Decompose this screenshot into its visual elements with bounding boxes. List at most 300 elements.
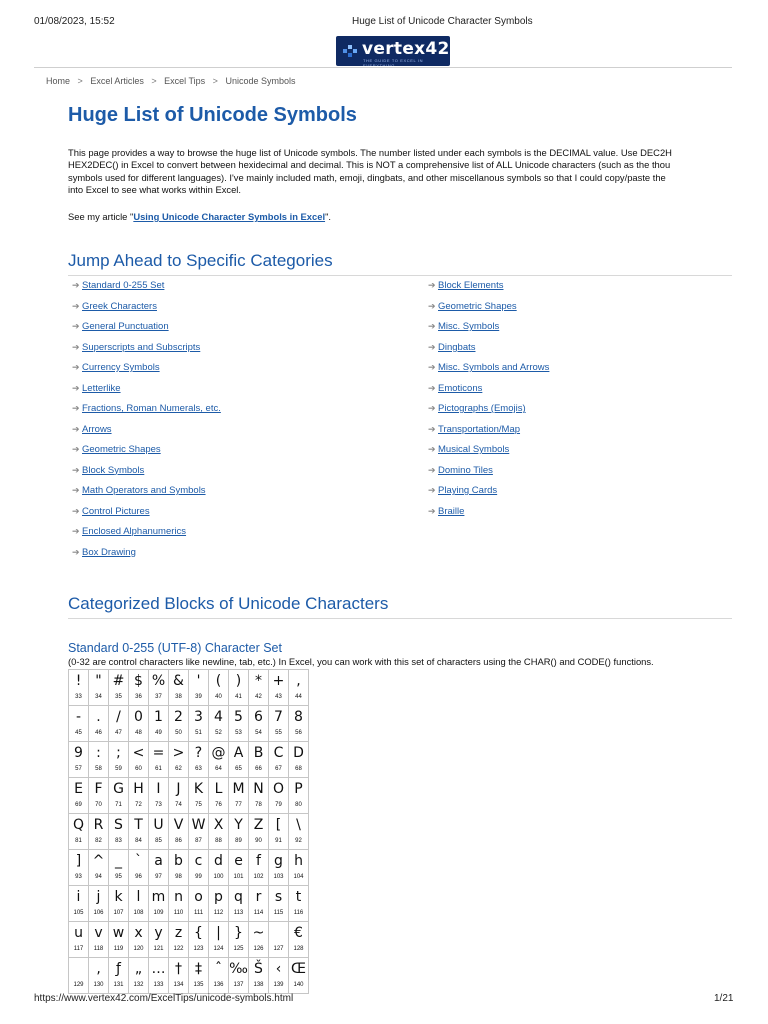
char-decimal-code: 125 bbox=[233, 946, 244, 952]
char-grid-row bbox=[69, 706, 309, 742]
char-cell[interactable] bbox=[249, 670, 269, 706]
category-link[interactable] bbox=[72, 383, 121, 397]
category-link-text[interactable]: Geometric Shapes bbox=[438, 300, 517, 312]
char-decimal-code: 83 bbox=[115, 838, 122, 844]
char-cell[interactable] bbox=[229, 850, 249, 886]
char-decimal-code: 33 bbox=[75, 694, 82, 700]
char-glyph: F bbox=[94, 781, 103, 797]
char-decimal-code: 70 bbox=[95, 802, 102, 808]
char-decimal-code: 101 bbox=[233, 874, 244, 880]
char-cell[interactable] bbox=[249, 778, 269, 814]
char-glyph: ‹ bbox=[275, 961, 282, 977]
arrow-right-icon: ➔ bbox=[72, 300, 80, 311]
char-cell[interactable] bbox=[89, 670, 109, 706]
char-decimal-code: 49 bbox=[155, 730, 162, 736]
category-link[interactable] bbox=[428, 465, 493, 479]
char-cell[interactable] bbox=[289, 778, 309, 814]
char-decimal-code: 60 bbox=[135, 766, 142, 772]
char-glyph: R bbox=[93, 817, 104, 833]
char-glyph: 5 bbox=[234, 709, 243, 725]
category-link-text[interactable]: Currency Symbols bbox=[82, 362, 160, 373]
char-glyph: € bbox=[294, 925, 303, 941]
char-glyph: U bbox=[153, 817, 164, 833]
char-cell[interactable] bbox=[209, 670, 229, 706]
char-cell[interactable] bbox=[249, 742, 269, 778]
char-glyph: p bbox=[214, 889, 223, 905]
char-cell[interactable] bbox=[269, 670, 289, 706]
char-cell[interactable] bbox=[229, 922, 249, 958]
char-cell[interactable] bbox=[269, 814, 289, 850]
arrow-right-icon: ➔ bbox=[428, 280, 436, 290]
char-cell[interactable] bbox=[289, 850, 309, 886]
char-cell[interactable] bbox=[69, 850, 89, 886]
arrow-right-icon: ➔ bbox=[428, 485, 436, 495]
char-decimal-code: 119 bbox=[113, 946, 124, 952]
category-link-text[interactable]: Braille bbox=[438, 505, 465, 517]
print-datetime: 01/08/2023, 15:52 bbox=[34, 16, 115, 27]
category-link[interactable] bbox=[72, 342, 200, 356]
char-decimal-code: 133 bbox=[153, 982, 164, 988]
char-cell[interactable] bbox=[149, 886, 169, 922]
category-link[interactable] bbox=[72, 424, 112, 438]
category-link[interactable] bbox=[428, 280, 503, 294]
category-link-text[interactable]: Block Elements bbox=[438, 280, 504, 291]
char-cell[interactable] bbox=[149, 778, 169, 814]
char-cell[interactable] bbox=[209, 886, 229, 922]
char-glyph: c bbox=[194, 853, 203, 869]
char-cell[interactable] bbox=[69, 742, 89, 778]
char-glyph: y bbox=[154, 925, 163, 941]
char-decimal-code: 45 bbox=[75, 730, 82, 736]
char-cell[interactable] bbox=[109, 850, 129, 886]
arrow-right-icon: ➔ bbox=[428, 362, 436, 372]
arrow-right-icon: ➔ bbox=[72, 464, 80, 475]
category-link[interactable] bbox=[72, 506, 150, 520]
category-link[interactable] bbox=[428, 506, 464, 520]
char-cell[interactable] bbox=[69, 922, 89, 958]
char-cell[interactable] bbox=[229, 958, 249, 994]
char-cell[interactable] bbox=[229, 670, 249, 706]
arrow-right-icon: ➔ bbox=[72, 382, 80, 393]
char-glyph bbox=[269, 923, 288, 943]
category-link-text[interactable]: Greek Characters bbox=[82, 300, 157, 312]
char-cell[interactable] bbox=[229, 778, 249, 814]
arrow-right-icon: ➔ bbox=[72, 341, 80, 352]
char-cell[interactable] bbox=[149, 958, 169, 994]
char-glyph: Z bbox=[253, 817, 264, 833]
char-decimal-code: 46 bbox=[95, 730, 102, 736]
char-cell[interactable] bbox=[149, 850, 169, 886]
char-decimal-code: 88 bbox=[215, 838, 222, 844]
arrow-right-icon: ➔ bbox=[428, 423, 436, 434]
char-cell[interactable] bbox=[189, 778, 209, 814]
char-decimal-code: 95 bbox=[115, 874, 122, 880]
char-decimal-code: 37 bbox=[155, 694, 162, 700]
arrow-right-icon: ➔ bbox=[428, 300, 436, 311]
char-glyph: s bbox=[274, 889, 283, 905]
category-link[interactable] bbox=[72, 547, 136, 561]
char-decimal-code: 106 bbox=[93, 910, 104, 916]
char-cell[interactable] bbox=[89, 922, 109, 958]
char-cell[interactable] bbox=[209, 850, 229, 886]
category-link-text[interactable]: Letterlike bbox=[82, 382, 121, 394]
intro-paragraph bbox=[68, 147, 732, 197]
char-glyph: f bbox=[256, 853, 261, 869]
char-cell[interactable] bbox=[169, 922, 189, 958]
char-cell[interactable] bbox=[149, 922, 169, 958]
category-link[interactable] bbox=[428, 321, 499, 335]
char-decimal-code: 50 bbox=[175, 730, 182, 736]
char-glyph: j bbox=[96, 889, 101, 905]
char-cell[interactable] bbox=[129, 670, 149, 706]
char-cell[interactable] bbox=[249, 886, 269, 922]
char-cell[interactable] bbox=[129, 958, 149, 994]
char-glyph: X bbox=[213, 817, 224, 833]
category-link-text[interactable]: Transportation/Map bbox=[438, 423, 521, 435]
char-decimal-code: 53 bbox=[235, 730, 242, 736]
category-link[interactable] bbox=[72, 485, 206, 499]
char-cell[interactable] bbox=[209, 742, 229, 778]
char-glyph: = bbox=[152, 745, 165, 761]
char-cell[interactable] bbox=[109, 814, 129, 850]
char-glyph: e bbox=[234, 853, 243, 869]
char-decimal-code: 94 bbox=[95, 874, 102, 880]
char-glyph: ] bbox=[75, 853, 82, 869]
arrow-right-icon: ➔ bbox=[428, 444, 436, 454]
category-link-text[interactable]: Misc. Symbols bbox=[438, 321, 500, 332]
char-decimal-code: 116 bbox=[293, 910, 304, 916]
char-cell[interactable] bbox=[109, 958, 129, 994]
char-glyph: l bbox=[136, 889, 141, 905]
category-link-text[interactable]: General Punctuation bbox=[82, 321, 169, 332]
char-cell[interactable] bbox=[189, 670, 209, 706]
char-cell[interactable] bbox=[129, 814, 149, 850]
char-cell[interactable] bbox=[209, 706, 229, 742]
char-decimal-code: 85 bbox=[155, 838, 162, 844]
char-cell[interactable] bbox=[169, 958, 189, 994]
char-decimal-code: 39 bbox=[195, 694, 202, 700]
breadcrumb-excel-articles[interactable]: Excel Articles bbox=[90, 76, 144, 86]
char-cell[interactable] bbox=[229, 886, 249, 922]
char-cell[interactable] bbox=[289, 886, 309, 922]
char-cell[interactable] bbox=[109, 742, 129, 778]
char-cell[interactable] bbox=[169, 742, 189, 778]
char-decimal-code: 139 bbox=[273, 982, 284, 988]
char-decimal-code: 76 bbox=[215, 802, 222, 808]
char-cell[interactable] bbox=[289, 814, 309, 850]
article-link[interactable]: Using Unicode Character Symbols in Excel bbox=[133, 211, 326, 222]
char-decimal-code: 65 bbox=[235, 766, 242, 772]
see-article-prefix: See my article " bbox=[68, 211, 134, 222]
char-cell[interactable] bbox=[209, 778, 229, 814]
char-cell[interactable] bbox=[249, 922, 269, 958]
char-cell[interactable] bbox=[189, 922, 209, 958]
char-cell[interactable] bbox=[209, 814, 229, 850]
char-decimal-code: 87 bbox=[195, 838, 202, 844]
char-grid-row bbox=[69, 886, 309, 922]
arrow-right-icon: ➔ bbox=[72, 546, 80, 557]
char-glyph: x bbox=[134, 925, 143, 941]
char-decimal-code: 131 bbox=[113, 982, 124, 988]
char-glyph: D bbox=[293, 745, 304, 761]
char-cell[interactable] bbox=[269, 850, 289, 886]
char-decimal-code: 102 bbox=[253, 874, 264, 880]
char-cell[interactable] bbox=[269, 706, 289, 742]
category-link-text[interactable]: Block Symbols bbox=[82, 464, 145, 476]
char-glyph: t bbox=[295, 889, 302, 905]
char-cell[interactable] bbox=[109, 778, 129, 814]
char-cell[interactable] bbox=[69, 706, 89, 742]
char-decimal-code: 59 bbox=[115, 766, 122, 772]
category-link-text[interactable]: Fractions, Roman Numerals, etc. bbox=[82, 403, 221, 414]
char-decimal-code: 47 bbox=[115, 730, 122, 736]
char-cell[interactable] bbox=[169, 814, 189, 850]
char-cell[interactable] bbox=[189, 706, 209, 742]
char-decimal-code: 61 bbox=[155, 766, 162, 772]
category-link-text[interactable]: Domino Tiles bbox=[438, 464, 493, 476]
char-cell[interactable] bbox=[189, 814, 209, 850]
category-link[interactable] bbox=[428, 424, 520, 438]
char-cell[interactable] bbox=[189, 742, 209, 778]
char-cell[interactable] bbox=[229, 814, 249, 850]
char-decimal-code: 57 bbox=[75, 766, 82, 772]
char-cell[interactable] bbox=[129, 706, 149, 742]
char-cell[interactable] bbox=[149, 706, 169, 742]
char-cell[interactable] bbox=[89, 778, 109, 814]
char-glyph: d bbox=[214, 853, 223, 869]
char-cell[interactable] bbox=[89, 958, 109, 994]
char-decimal-code: 130 bbox=[93, 982, 104, 988]
char-cell[interactable] bbox=[169, 706, 189, 742]
char-glyph: Š bbox=[254, 961, 263, 977]
arrow-right-icon: ➔ bbox=[72, 423, 80, 434]
char-glyph: „ bbox=[134, 961, 143, 977]
intro-line: symbols used for different languages). I've mainly included math, emoji, dingbats, and other miscellanous symbols so that I could copy/paste the bbox=[68, 171, 666, 183]
char-cell[interactable] bbox=[269, 886, 289, 922]
category-link[interactable] bbox=[72, 321, 169, 335]
char-cell[interactable] bbox=[289, 742, 309, 778]
category-link-text[interactable]: Control Pictures bbox=[82, 505, 150, 517]
char-glyph: I bbox=[156, 781, 161, 797]
arrow-right-icon: ➔ bbox=[428, 321, 436, 331]
char-decimal-code: 124 bbox=[213, 946, 224, 952]
char-glyph: ) bbox=[235, 673, 242, 689]
char-cell[interactable] bbox=[149, 742, 169, 778]
char-decimal-code: 135 bbox=[193, 982, 204, 988]
char-cell[interactable] bbox=[69, 958, 89, 994]
char-glyph: V bbox=[173, 817, 184, 833]
char-cell[interactable] bbox=[289, 958, 309, 994]
arrow-right-icon: ➔ bbox=[72, 485, 80, 495]
char-cell[interactable] bbox=[89, 850, 109, 886]
arrow-right-icon: ➔ bbox=[428, 403, 436, 413]
category-link[interactable] bbox=[428, 485, 497, 499]
char-cell[interactable] bbox=[69, 814, 89, 850]
category-link-text[interactable]: Emoticons bbox=[438, 382, 483, 394]
char-cell[interactable] bbox=[229, 742, 249, 778]
char-decimal-code: 123 bbox=[193, 946, 204, 952]
char-glyph: N bbox=[253, 781, 264, 797]
category-link-text[interactable]: Box Drawing bbox=[82, 546, 136, 558]
breadcrumb-separator: > bbox=[212, 76, 218, 86]
char-glyph: | bbox=[216, 925, 221, 941]
char-cell[interactable] bbox=[69, 670, 89, 706]
category-link-text[interactable]: Enclosed Alphanumerics bbox=[82, 526, 187, 537]
char-glyph: / bbox=[116, 709, 121, 725]
breadcrumb-excel-tips[interactable]: Excel Tips bbox=[164, 76, 206, 86]
char-cell[interactable] bbox=[109, 670, 129, 706]
char-cell[interactable] bbox=[189, 958, 209, 994]
char-glyph: O bbox=[272, 781, 285, 797]
char-cell[interactable] bbox=[89, 814, 109, 850]
char-cell[interactable] bbox=[209, 922, 229, 958]
char-decimal-code: 55 bbox=[275, 730, 282, 736]
char-decimal-code: 80 bbox=[295, 802, 302, 808]
char-glyph bbox=[69, 959, 88, 979]
char-cell[interactable] bbox=[269, 922, 289, 958]
char-cell[interactable] bbox=[129, 886, 149, 922]
category-link-text[interactable]: Playing Cards bbox=[438, 485, 498, 496]
category-link-text[interactable]: Arrows bbox=[82, 423, 112, 435]
char-cell[interactable] bbox=[89, 742, 109, 778]
category-link[interactable] bbox=[428, 444, 509, 458]
char-cell[interactable] bbox=[89, 706, 109, 742]
char-cell[interactable] bbox=[89, 886, 109, 922]
char-decimal-code: 58 bbox=[95, 766, 102, 772]
char-glyph: w bbox=[112, 925, 125, 941]
char-grid-row bbox=[69, 742, 309, 778]
char-decimal-code: 100 bbox=[213, 874, 224, 880]
char-decimal-code: 67 bbox=[275, 766, 282, 772]
char-decimal-code: 129 bbox=[73, 982, 84, 988]
char-cell[interactable] bbox=[189, 850, 209, 886]
category-link-text[interactable]: Dingbats bbox=[438, 341, 476, 353]
char-decimal-code: 114 bbox=[253, 910, 264, 916]
char-cell[interactable] bbox=[209, 958, 229, 994]
category-link[interactable] bbox=[72, 444, 161, 458]
char-cell[interactable] bbox=[69, 886, 89, 922]
char-cell[interactable] bbox=[169, 778, 189, 814]
char-glyph: Y bbox=[234, 817, 243, 833]
char-cell[interactable] bbox=[109, 886, 129, 922]
char-cell[interactable] bbox=[289, 922, 309, 958]
category-link[interactable] bbox=[72, 403, 221, 417]
breadcrumb-current: Unicode Symbols bbox=[225, 76, 296, 86]
category-link-text[interactable]: Standard 0-255 Set bbox=[82, 280, 165, 291]
char-glyph: m bbox=[151, 889, 166, 905]
char-glyph: ; bbox=[116, 745, 121, 761]
char-cell[interactable] bbox=[269, 742, 289, 778]
category-link[interactable] bbox=[72, 526, 186, 540]
char-glyph: , bbox=[296, 673, 301, 689]
see-article-suffix: ". bbox=[325, 211, 331, 222]
char-decimal-code: 128 bbox=[293, 946, 304, 952]
char-cell[interactable] bbox=[129, 778, 149, 814]
char-cell[interactable] bbox=[69, 778, 89, 814]
breadcrumb-separator: > bbox=[77, 76, 83, 86]
char-cell[interactable] bbox=[229, 706, 249, 742]
char-decimal-code: 132 bbox=[133, 982, 144, 988]
char-cell[interactable] bbox=[169, 886, 189, 922]
char-cell[interactable] bbox=[269, 958, 289, 994]
char-cell[interactable] bbox=[109, 922, 129, 958]
category-link-text[interactable]: Math Operators and Symbols bbox=[82, 485, 206, 496]
char-glyph: g bbox=[274, 853, 283, 869]
char-cell[interactable] bbox=[149, 814, 169, 850]
category-link-text[interactable]: Pictographs (Emojis) bbox=[438, 403, 526, 414]
category-link[interactable] bbox=[428, 383, 482, 397]
char-decimal-code: 120 bbox=[133, 946, 144, 952]
char-grid-row bbox=[69, 958, 309, 994]
char-decimal-code: 63 bbox=[195, 766, 202, 772]
char-cell[interactable] bbox=[109, 706, 129, 742]
category-link-text[interactable]: Geometric Shapes bbox=[82, 444, 161, 455]
breadcrumb-home[interactable]: Home bbox=[46, 76, 71, 86]
category-link[interactable] bbox=[72, 465, 144, 479]
char-decimal-code: 84 bbox=[135, 838, 142, 844]
category-link[interactable] bbox=[72, 362, 160, 376]
char-cell[interactable] bbox=[249, 958, 269, 994]
category-link[interactable] bbox=[428, 301, 517, 315]
char-glyph: … bbox=[151, 961, 166, 977]
category-link[interactable] bbox=[428, 403, 526, 417]
vertex42-logo[interactable] bbox=[336, 36, 450, 66]
arrow-right-icon: ➔ bbox=[428, 382, 436, 393]
char-cell[interactable] bbox=[129, 922, 149, 958]
char-cell[interactable] bbox=[289, 706, 309, 742]
char-cell[interactable] bbox=[129, 742, 149, 778]
char-cell[interactable] bbox=[249, 706, 269, 742]
char-glyph: * bbox=[255, 673, 262, 689]
char-cell[interactable] bbox=[269, 778, 289, 814]
char-glyph: ( bbox=[215, 673, 222, 689]
char-cell[interactable] bbox=[189, 886, 209, 922]
page-title: Huge List of Unicode Symbols bbox=[68, 104, 357, 126]
char-decimal-code: 62 bbox=[175, 766, 182, 772]
char-cell[interactable] bbox=[249, 850, 269, 886]
char-glyph: : bbox=[96, 745, 101, 761]
category-link-text[interactable]: Superscripts and Subscripts bbox=[82, 341, 201, 353]
char-cell[interactable] bbox=[249, 814, 269, 850]
category-link-text[interactable]: Misc. Symbols and Arrows bbox=[438, 362, 550, 373]
char-grid-row bbox=[69, 670, 309, 706]
char-decimal-code: 71 bbox=[115, 802, 122, 808]
category-link[interactable] bbox=[72, 301, 157, 315]
category-link[interactable] bbox=[72, 280, 164, 294]
char-cell[interactable] bbox=[129, 850, 149, 886]
category-link[interactable] bbox=[428, 342, 476, 356]
char-glyph: 7 bbox=[274, 709, 283, 725]
char-glyph: Q bbox=[72, 817, 85, 833]
char-glyph: 6 bbox=[254, 709, 263, 725]
char-glyph: 2 bbox=[174, 709, 183, 725]
char-cell[interactable] bbox=[149, 670, 169, 706]
char-cell[interactable] bbox=[289, 670, 309, 706]
category-link[interactable] bbox=[428, 362, 549, 376]
char-glyph: 8 bbox=[294, 709, 303, 725]
char-decimal-code: 117 bbox=[73, 946, 84, 952]
char-glyph: i bbox=[76, 889, 81, 905]
print-doc-title: Huge List of Unicode Character Symbols bbox=[352, 16, 533, 27]
char-cell[interactable] bbox=[169, 670, 189, 706]
char-decimal-code: 108 bbox=[133, 910, 144, 916]
char-cell[interactable] bbox=[169, 850, 189, 886]
category-link-text[interactable]: Musical Symbols bbox=[438, 444, 510, 455]
char-decimal-code: 48 bbox=[135, 730, 142, 736]
char-glyph: 0 bbox=[134, 709, 143, 725]
char-glyph: W bbox=[191, 817, 206, 833]
char-decimal-code: 103 bbox=[273, 874, 284, 880]
